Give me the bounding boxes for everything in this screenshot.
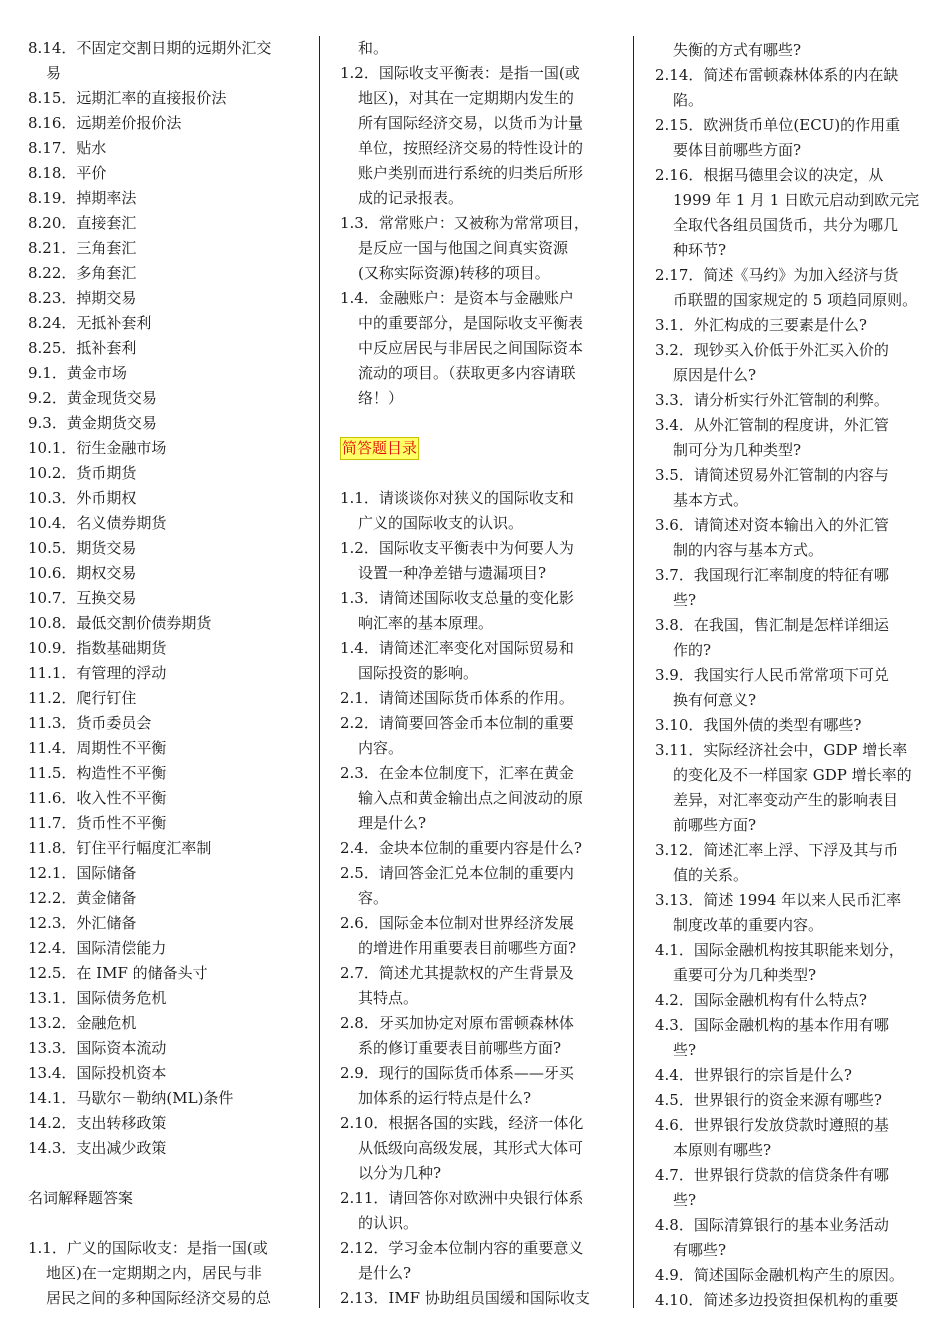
question-item [655, 838, 927, 888]
question-item-line: 4.2．国际金融机构有什么特点? [655, 991, 867, 1009]
question-item [340, 486, 616, 536]
question-item-line: 值的关系。 [673, 866, 749, 884]
question-item-line: 是什么? [358, 1264, 412, 1282]
term-item: 8.15．远期汇率的直接报价法 [28, 89, 227, 107]
question-item [340, 1111, 616, 1186]
question-item [655, 338, 927, 388]
question-item-line: 4.6．世界银行发放贷款时遵照的基 [655, 1116, 889, 1134]
term-item: 10.1．衍生金融市场 [28, 439, 167, 457]
term-item: 8.20．直接套汇 [28, 214, 137, 232]
answer-line: 1.1．广义的国际收支：是指一国(或 [28, 1239, 268, 1257]
question-item-line: 2.15．欧洲货币单位(ECU)的作用重 [655, 116, 901, 134]
question-item-line: 3.2．现钞买入价低于外汇买入价的 [655, 341, 889, 359]
term-item: 12.3．外汇储备 [28, 914, 137, 932]
question-item-line: 从低级向高级发展，其形式大体可 [358, 1139, 584, 1157]
question-item [340, 961, 616, 1011]
term-item: 10.3．外币期权 [28, 489, 137, 507]
question-item [655, 413, 927, 463]
question-item [655, 563, 927, 613]
question-item-line: 其特点。 [358, 989, 419, 1007]
answer-list [28, 1236, 310, 1311]
term-item: 10.6．期权交易 [28, 564, 137, 582]
definition-item-line: 1.4．金融账户：是资本与金融账户 [340, 289, 574, 307]
question-item-line: 陷。 [673, 91, 704, 109]
question-item-line: 有哪些? [673, 1241, 727, 1259]
term-item: 8.22．多角套汇 [28, 264, 137, 282]
term-item: 13.4．国际投机资本 [28, 1064, 167, 1082]
term-item: 12.4．国际清偿能力 [28, 939, 167, 957]
question-item-line: 输入点和黄金输出点之间波动的原 [358, 789, 584, 807]
question-item-line: 2.11．请回答你对欧洲中央银行体系 [340, 1189, 584, 1207]
term-list [28, 36, 310, 1161]
question-item-line: 3.5．请简述贸易外汇管制的内容与 [655, 466, 889, 484]
section-title-short-answer-index: 简答题目录 [340, 437, 419, 460]
term-item: 12.2．黄金储备 [28, 889, 137, 907]
question-item-line: 3.13．简述 1994 年以来人民币汇率 [655, 891, 902, 909]
question-item-line: 2.8．牙买加协定对原布雷顿森林体 [340, 1014, 574, 1032]
question-item-line: 3.8．在我国，售汇制是怎样详细运 [655, 616, 889, 634]
question-item-line: 2.5．请回答金汇兑本位制的重要内 [340, 864, 574, 882]
term-item: 10.7．互换交易 [28, 589, 137, 607]
question-item-line: 1.2．国际收支平衡表中为何要人为 [340, 539, 574, 557]
question-item [340, 1236, 616, 1286]
column-divider-right [633, 36, 634, 1308]
term-item: 9.1．黄金市场 [28, 364, 127, 382]
question-item-line: 制度改革的重要内容。 [673, 916, 824, 934]
question-item-line: 4.1．国际金融机构按其职能来划分， [655, 941, 904, 959]
question-item-line: 3.7．我国现行汇率制度的特征有哪 [655, 566, 889, 584]
question-item-line: 3.4．从外汇管制的程度讲，外汇管 [655, 416, 889, 434]
answer-line: 居民之间的多种国际经济交易的总 [46, 1289, 272, 1307]
question-item-line: 2.6．国际金本位制对世界经济发展 [340, 914, 574, 932]
question-item [655, 463, 927, 513]
question-item [655, 888, 927, 938]
question-item-line: 2.17．简述《马约》为加入经济与货 [655, 266, 899, 284]
question-item-line: 国际投资的影响。 [358, 664, 479, 682]
definition-list [340, 61, 616, 411]
column-divider-left [319, 36, 320, 1308]
term-item: 11.1．有管理的浮动 [28, 664, 167, 682]
column-definitions [340, 36, 616, 1311]
question-item-line: 1999 年 1 月 1 日欧元启动到欧元完 [673, 191, 920, 209]
question-item-line: 2.9．现行的国际货币体系——牙买 [340, 1064, 574, 1082]
term-item: 10.5．期货交易 [28, 539, 137, 557]
question-item [655, 738, 927, 838]
term-item: 8.21．三角套汇 [28, 239, 137, 257]
question-item-line: 4.7．世界银行贷款的信贷条件有哪 [655, 1166, 889, 1184]
question-item-line: 些? [673, 1191, 697, 1209]
question-item [655, 63, 927, 113]
question-item [655, 988, 927, 1013]
question-item [655, 388, 927, 413]
question-item-line: 系的修订重要表目前哪些方面? [358, 1039, 562, 1057]
question-item [340, 1011, 616, 1061]
question-list [655, 38, 927, 1313]
question-item-line: 2.13．IMF 协助组员国缓和国际收支 [340, 1289, 590, 1307]
question-item-line: 1.4．请简述汇率变化对国际贸易和 [340, 639, 574, 657]
question-item-line: 4.4．世界银行的宗旨是什么? [655, 1066, 852, 1084]
question-item-line: 2.3．在金本位制度下，汇率在黄金 [340, 764, 574, 782]
term-item: 11.7．货币性不平衡 [28, 814, 167, 832]
term-item: 10.2．货币期货 [28, 464, 137, 482]
question-item [340, 1061, 616, 1111]
definition-item-line: 所有国际经济交易，以货币为计量 [358, 114, 584, 132]
question-item-line: 广义的国际收支的认识。 [358, 514, 524, 532]
question-item [655, 1088, 927, 1113]
definition-item-line: 1.2．国际收支平衡表：是指一国(或 [340, 64, 580, 82]
definition-item-line: 中反应居民与非居民之间国际资本 [358, 339, 584, 357]
question-item [340, 586, 616, 636]
question-item-line: 响汇率的基本原理。 [358, 614, 494, 632]
answers-heading: 名词解释题答案 [28, 1189, 134, 1207]
question-item [655, 613, 927, 663]
term-item: 13.2．金融危机 [28, 1014, 137, 1032]
question-item-line: 差异，对汇率变动产生的影响表目 [673, 791, 899, 809]
term-item: 14.1．马歇尔－勒纳(ML)条件 [28, 1089, 234, 1107]
question-item [340, 636, 616, 686]
question-item-line: 些? [673, 591, 697, 609]
question-item-line: 4.10．简述多边投资担保机构的重要 [655, 1291, 899, 1309]
question-item-line: 2.12．学习金本位制内容的重要意义 [340, 1239, 584, 1257]
question-item-line: 全取代各组员国货币，共分为哪几 [673, 216, 899, 234]
term-item: 11.2．爬行钉住 [28, 689, 137, 707]
definition-item-line: 中的重要部分，是国际收支平衡表 [358, 314, 584, 332]
definition-item-line: 1.3．常常账户：又被称为常常项目， [340, 214, 589, 232]
question-item-line: 2.2．请简要回答金币本位制的重要 [340, 714, 574, 732]
question-item-line: 3.3．请分析实行外汇管制的利弊。 [655, 391, 889, 409]
question-item-line: 的变化及不一样国家 GDP 增长率的 [673, 766, 912, 784]
term-item: 14.2．支出转移政策 [28, 1114, 167, 1132]
question-item [655, 1263, 927, 1288]
term-item: 10.8．最低交割价债券期货 [28, 614, 212, 632]
question-item [655, 113, 927, 163]
question-item-line: 前哪些方面? [673, 816, 757, 834]
definition-item-line: 单位，按照经济交易的特性设计的 [358, 139, 584, 157]
term-item: 11.4．周期性不平衡 [28, 739, 167, 757]
question-item-line: 种环节? [673, 241, 727, 259]
question-item-line: 加体系的运行特点是什么? [358, 1089, 532, 1107]
question-item-line: 4.5．世界银行的资金来源有哪些? [655, 1091, 882, 1109]
question-item [655, 1013, 927, 1063]
definition-item-line: 地区)，对其在一定期期内发生的 [358, 89, 574, 107]
question-item-line: 原因是什么? [673, 366, 757, 384]
answer-line: 和。 [358, 39, 389, 57]
term-item: 9.3．黄金期货交易 [28, 414, 157, 432]
term-item: 11.8．钉住平行幅度汇率制 [28, 839, 212, 857]
question-item-line: 理是什么? [358, 814, 427, 832]
question-item-line: 本原则有哪些? [673, 1141, 772, 1159]
question-item-line: 2.10．根据各国的实践，经济一体化 [340, 1114, 584, 1132]
question-item [340, 1186, 616, 1236]
question-item-line: 2.4．金块本位制的重要内容是什么? [340, 839, 582, 857]
definition-item [340, 286, 616, 411]
question-item-line: 4.9．简述国际金融机构产生的原因。 [655, 1266, 904, 1284]
question-item-line: 1.1．请谈谈你对狭义的国际收支和 [340, 489, 574, 507]
question-item [655, 263, 927, 313]
question-item-line: 基本方式。 [673, 491, 749, 509]
question-item-line: 2.14．简述布雷顿森林体系的内在缺 [655, 66, 899, 84]
definition-item-line: 是反应一国与他国之间真实资源 [358, 239, 569, 257]
question-item [340, 1286, 616, 1311]
question-item-line: 以分为几种? [358, 1164, 442, 1182]
question-item-line: 1.3．请简述国际收支总量的变化影 [340, 589, 574, 607]
question-item [655, 713, 927, 738]
question-item-line: 币联盟的国家规定的 5 项趋同原则。 [673, 291, 918, 309]
question-item-line: 的认识。 [358, 1214, 419, 1232]
term-item: 14.3．支出减少政策 [28, 1139, 167, 1157]
term-item: 12.1．国际储备 [28, 864, 137, 882]
definition-item-line: (又称实际资源)转移的项目。 [358, 264, 550, 282]
definition-item [340, 211, 616, 286]
question-item-line: 容。 [358, 889, 389, 907]
question-item-line: 2.16．根据马德里会议的决定，从 [655, 166, 884, 184]
term-item: 8.17．贴水 [28, 139, 107, 157]
question-item-line: 些? [673, 1041, 697, 1059]
term-item: 9.2．黄金现货交易 [28, 389, 157, 407]
question-item [655, 663, 927, 713]
question-item [340, 761, 616, 836]
question-item-line: 内容。 [358, 739, 404, 757]
term-item: 8.14．不固定交割日期的远期外汇交 [28, 39, 272, 57]
question-item [655, 1163, 927, 1213]
question-item [340, 911, 616, 961]
term-item: 8.24．无抵补套利 [28, 314, 152, 332]
question-item-line: 3.9．我国实行人民币常常项下可兑 [655, 666, 889, 684]
term-item: 8.16．远期差价报价法 [28, 114, 182, 132]
question-item [655, 313, 927, 338]
question-item-line: 3.1．外汇构成的三要素是什么? [655, 316, 867, 334]
definition-item-line: 成的记录报表。 [358, 189, 464, 207]
question-item-line: 2.1．请简述国际货币体系的作用。 [340, 689, 574, 707]
answer-line: 地区)在一定期期之内，居民与非 [46, 1264, 262, 1282]
question-item-line: 3.6．请简述对资本输出入的外汇管 [655, 516, 889, 534]
question-item [655, 1113, 927, 1163]
question-item-line: 4.8．国际清算银行的基本业务活动 [655, 1216, 889, 1234]
question-item-line: 换有何意义? [673, 691, 757, 709]
term-item: 8.18．平价 [28, 164, 107, 182]
question-item-line: 失衡的方式有哪些? [673, 41, 802, 59]
question-item-line: 2.7．简述尤其提款权的产生背景及 [340, 964, 574, 982]
question-item [340, 836, 616, 861]
question-item-line: 3.10．我国外债的类型有哪些? [655, 716, 862, 734]
question-item-line: 的增进作用重要表目前哪些方面? [358, 939, 577, 957]
definition-item-line: 络！） [358, 389, 404, 407]
term-item: 13.3．国际资本流动 [28, 1039, 167, 1057]
term-item: 11.5．构造性不平衡 [28, 764, 167, 782]
question-item-line: 设置一种净差错与遗漏项目? [358, 564, 547, 582]
definition-item [340, 61, 616, 211]
question-item [340, 536, 616, 586]
term-item: 11.6．收入性不平衡 [28, 789, 167, 807]
question-item [655, 38, 927, 63]
question-list [340, 486, 616, 1311]
question-item [340, 861, 616, 911]
question-item [340, 711, 616, 761]
term-item: 8.25．抵补套利 [28, 339, 137, 357]
column-questions [655, 38, 927, 1313]
question-item [655, 1063, 927, 1088]
term-item: 13.1．国际债务危机 [28, 989, 167, 1007]
term-item: 12.5．在 IMF 的储备头寸 [28, 964, 208, 982]
question-item-line: 作的? [673, 641, 712, 659]
question-item-line: 重要可分为几种类型? [673, 966, 817, 984]
question-item [655, 938, 927, 988]
question-item-line: 3.11．实际经济社会中，GDP 增长率 [655, 741, 908, 759]
column-terms [28, 36, 310, 1311]
question-item-line: 3.12．简述汇率上浮、下浮及其与币 [655, 841, 899, 859]
term-item: 11.3．货币委员会 [28, 714, 152, 732]
question-item [655, 1288, 927, 1313]
question-item-line: 要体目前哪些方面? [673, 141, 802, 159]
term-item: 10.4．名义债券期货 [28, 514, 167, 532]
question-item-line: 制的内容与基本方式。 [673, 541, 824, 559]
answer-continuation [340, 36, 616, 61]
question-item [655, 513, 927, 563]
question-item-line: 4.3．国际金融机构的基本作用有哪 [655, 1016, 889, 1034]
term-item: 8.23．掉期交易 [28, 289, 137, 307]
question-item-line: 制可分为几种类型? [673, 441, 802, 459]
question-item [340, 686, 616, 711]
question-item [655, 1213, 927, 1263]
definition-item-line: 账户类别而进行系统的归类后所形 [358, 164, 584, 182]
term-item: 易 [46, 64, 62, 82]
question-item [655, 163, 927, 263]
term-item: 10.9．指数基础期货 [28, 639, 167, 657]
definition-item-line: 流动的项目。（获取更多内容请联 [358, 364, 576, 382]
term-item: 8.19．掉期率法 [28, 189, 137, 207]
